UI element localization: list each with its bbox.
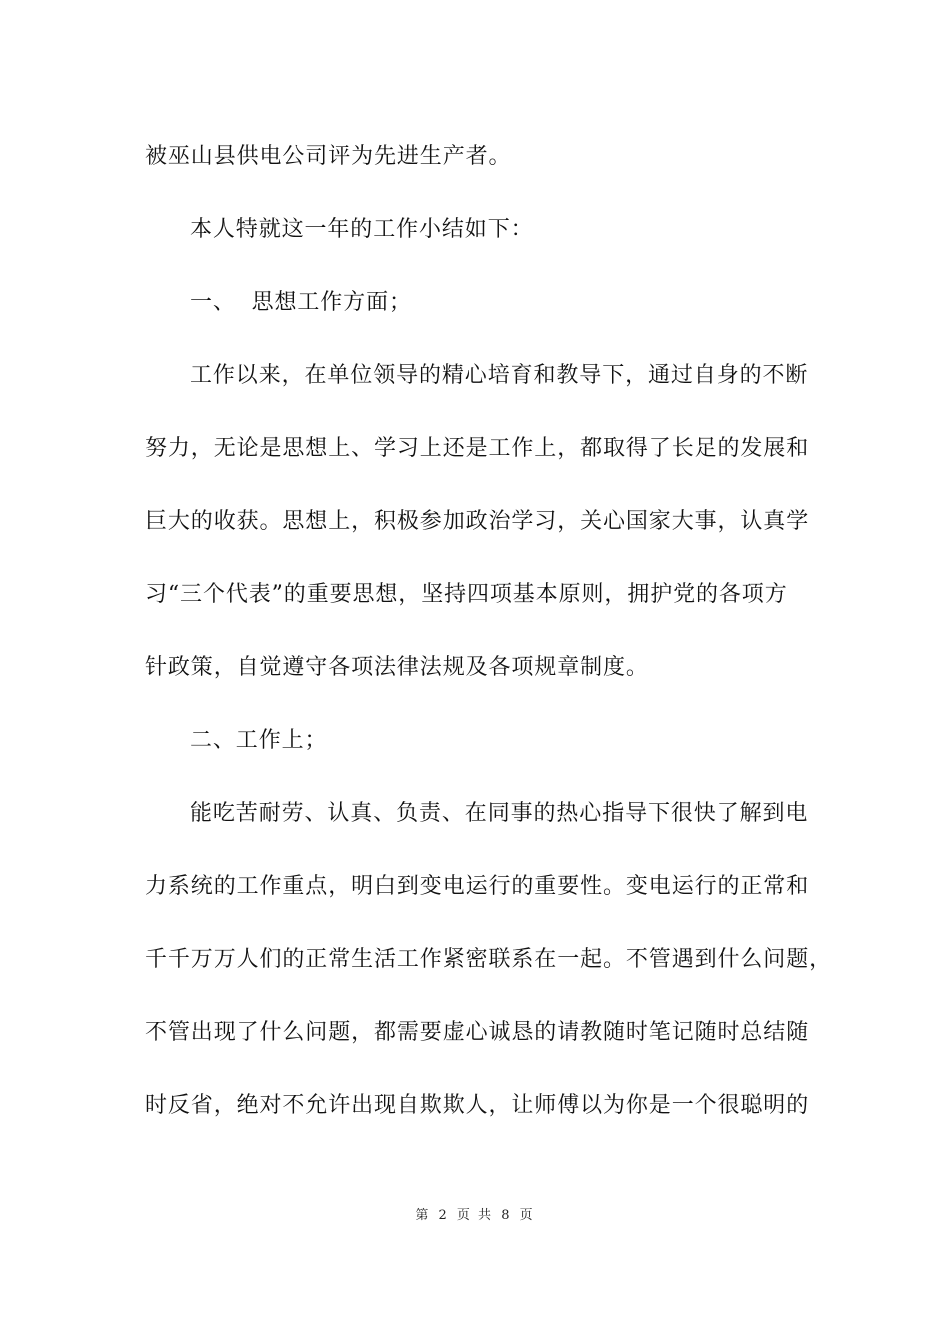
footer-middle: 页 共 <box>456 1208 494 1223</box>
section-heading-2: 二、工作上； <box>190 728 328 753</box>
body-line: 针政策，自觉遵守各项法律法规及各项规章制度。 <box>145 655 649 680</box>
body-line: 时反省，绝对不允许出现自欺欺人，让师傅以为你是一个很聪明的 <box>145 1093 810 1118</box>
footer-prefix: 第 <box>415 1208 431 1223</box>
body-line: 被巫山县供电公司评为先进生产者。 <box>145 144 512 169</box>
footer-current-page: 2 <box>438 1208 449 1223</box>
body-line: 努力，无论是思想上、学习上还是工作上，都取得了长足的发展和 <box>145 436 810 461</box>
page-footer <box>0 1207 950 1225</box>
body-line: 工作以来，在单位领导的精心培育和教导下，通过自身的不断 <box>190 363 809 388</box>
body-line: 千千万万人们的正常生活工作紧密联系在一起。不管遇到什么问题， <box>145 947 833 972</box>
footer-total-pages: 8 <box>501 1208 512 1223</box>
body-line: 巨大的收获。思想上，积极参加政治学习，关心国家大事，认真学 <box>145 509 810 534</box>
body-line: 能吃苦耐劳、认真、负责、在同事的热心指导下很快了解到电 <box>190 801 809 826</box>
body-line: 习“三个代表”的重要思想，坚持四项基本原则，拥护党的各项方 <box>145 582 788 607</box>
body-line: 不管出现了什么问题，都需要虚心诚恳的请教随时笔记随时总结随 <box>145 1020 810 1045</box>
section-heading-1: 一、 思想工作方面； <box>190 290 412 315</box>
body-line: 力系统的工作重点，明白到变电运行的重要性。变电运行的正常和 <box>145 874 810 899</box>
body-line: 本人特就这一年的工作小结如下： <box>190 217 534 242</box>
footer-suffix: 页 <box>519 1208 535 1223</box>
